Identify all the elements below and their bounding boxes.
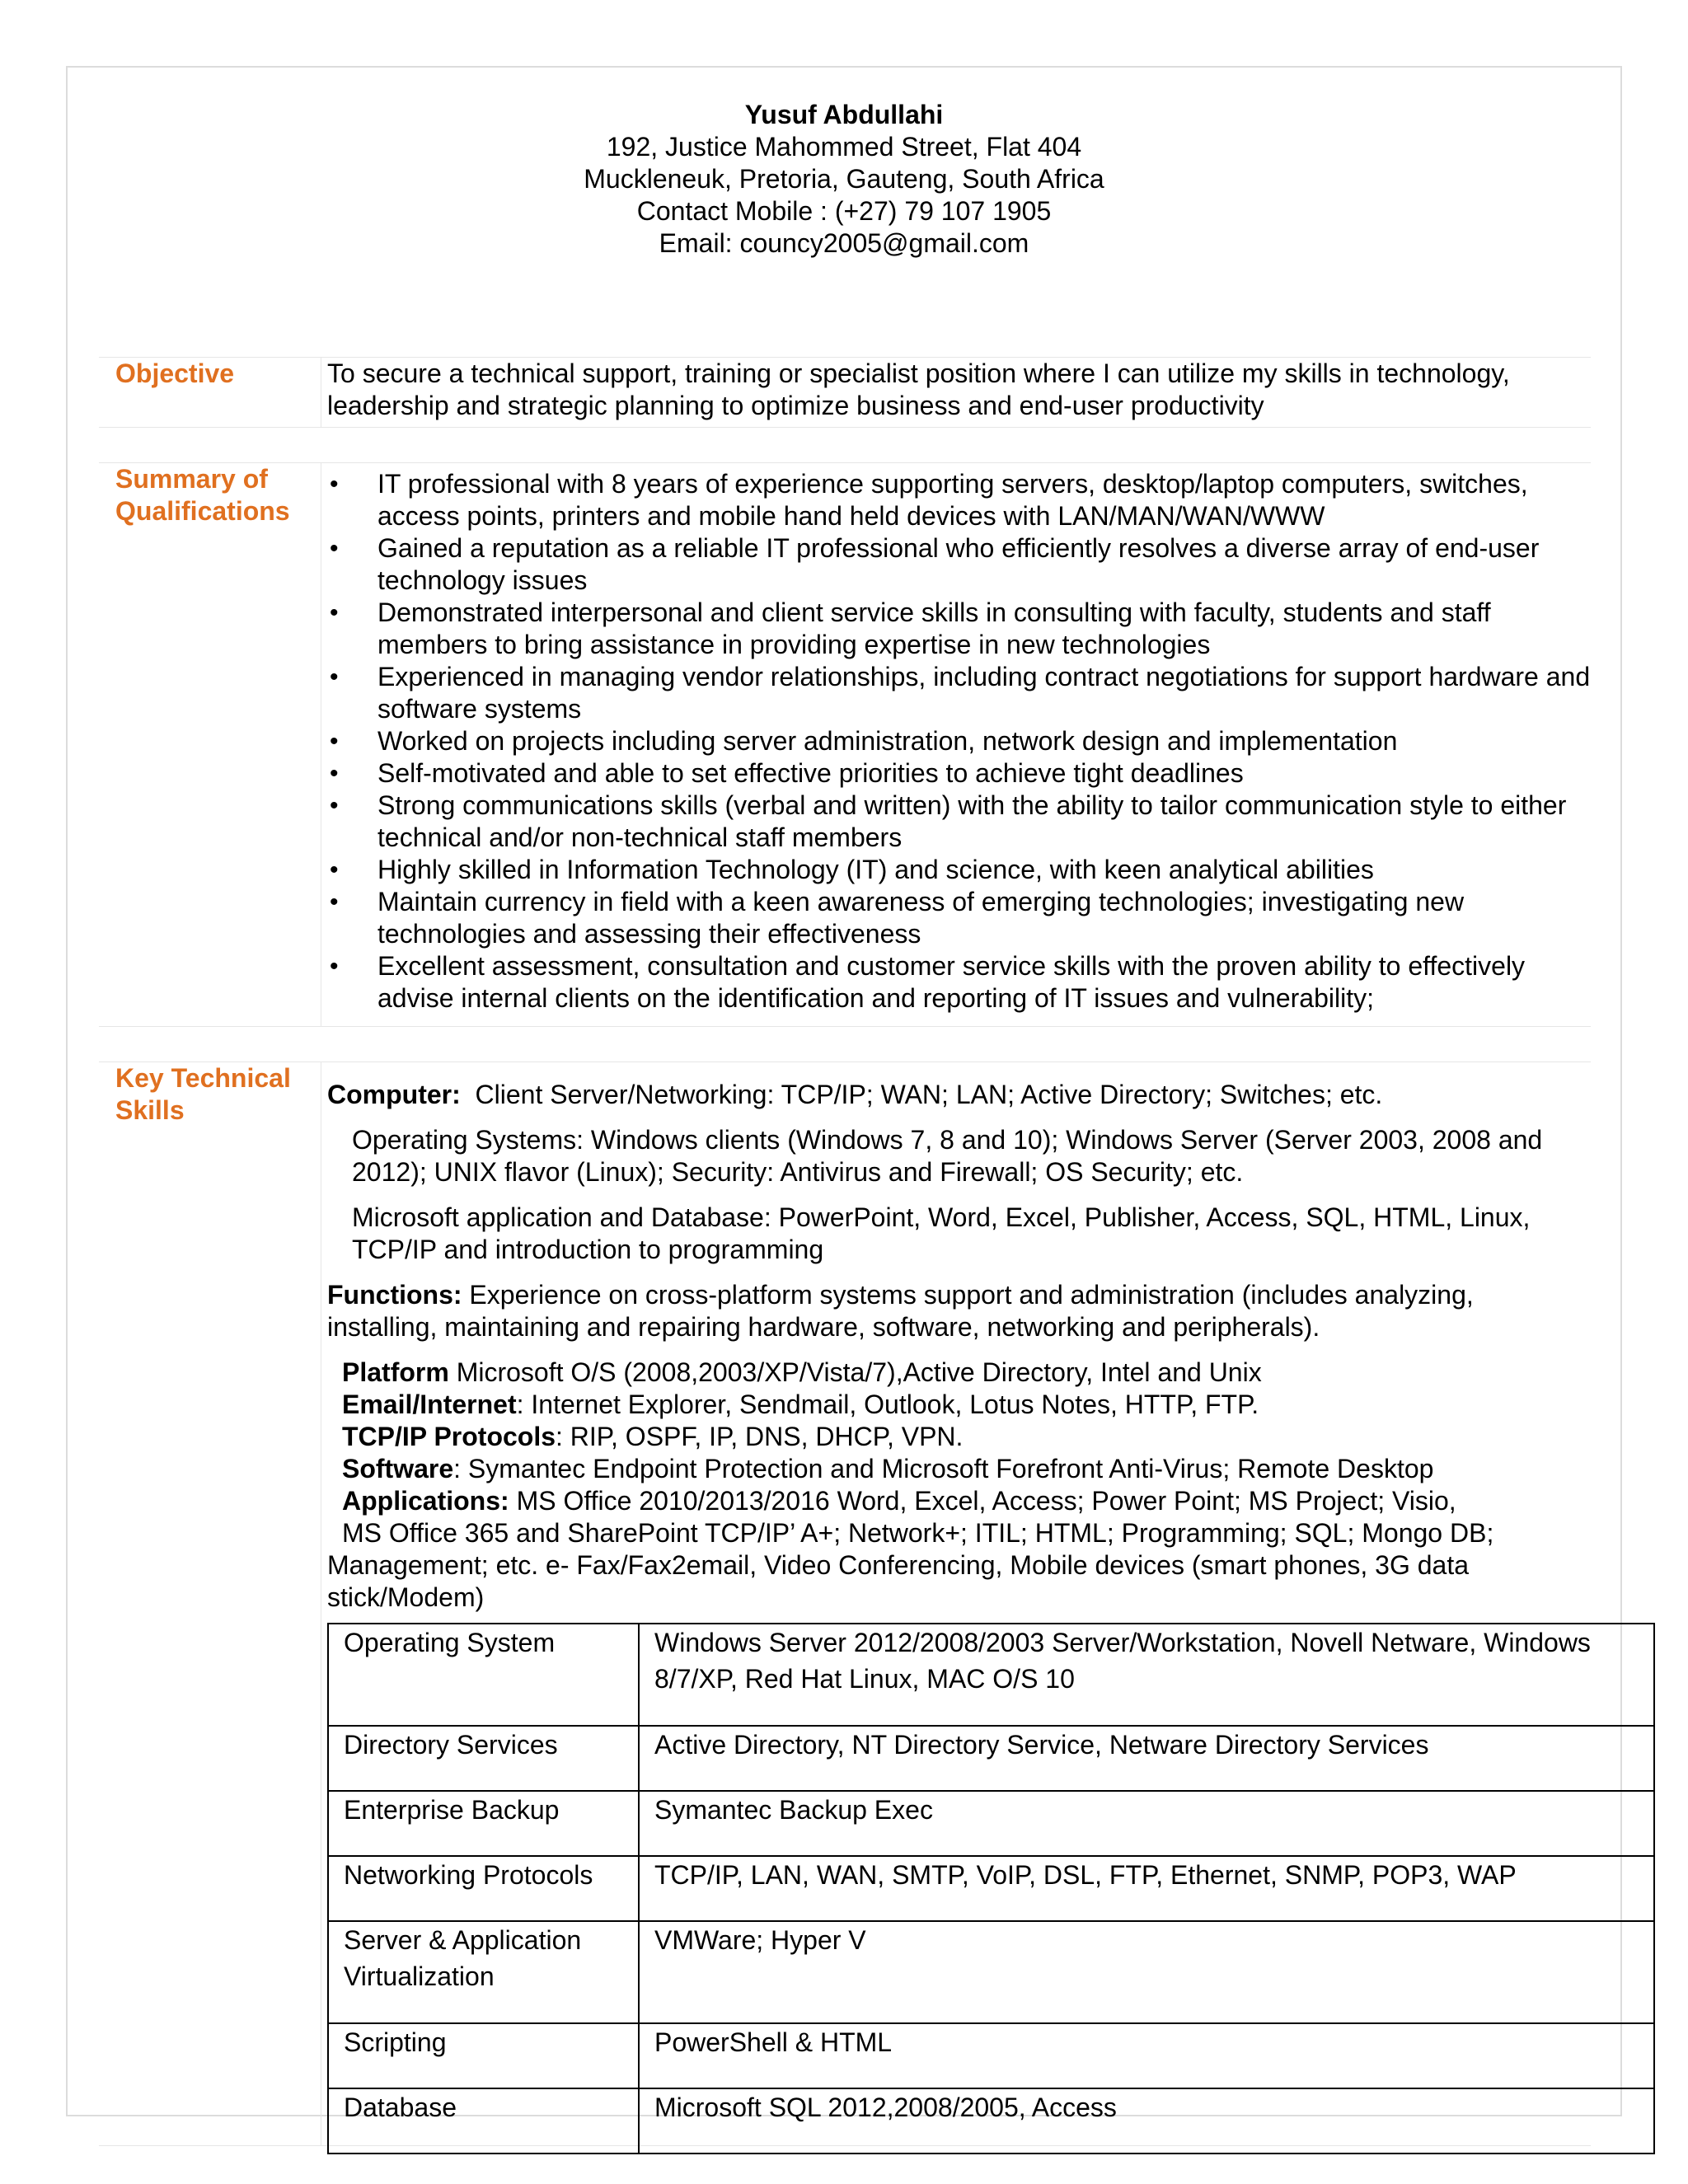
ms-text: Microsoft application and Database: PowerPoint, Word, Excel, Publisher, Access, SQL, HTML, Linux, TCP/IP and introduction to programming bbox=[352, 1202, 1531, 1264]
platform-text: Microsoft O/S (2008,2003/XP/Vista/7),Active Directory, Intel and Unix bbox=[456, 1357, 1262, 1387]
software-label: Software bbox=[342, 1454, 454, 1483]
skills-table bbox=[327, 1623, 1655, 2154]
functions-label: Functions: bbox=[327, 1280, 462, 1310]
phone: Contact Mobile : (+27) 79 107 1905 bbox=[636, 196, 1052, 226]
skills-label: Key Technical Skills bbox=[99, 1062, 321, 2145]
table-value: Windows Server 2012/2008/2003 Server/Workstation, Novell Netware, Windows 8/7/XP, Red Hat Linux, MAC O/S 10 bbox=[639, 1624, 1654, 1726]
email-internet-text: : Internet Explorer, Sendmail, Outlook, Lotus Notes, HTTP, FTP. bbox=[516, 1390, 1259, 1419]
resume-page bbox=[66, 66, 1622, 2122]
email: Email: councy2005@gmail.com bbox=[659, 228, 1029, 258]
tcp-text: : RIP, OSPF, IP, DNS, DHCP, VPN. bbox=[556, 1422, 964, 1451]
table-row bbox=[328, 2023, 1654, 2088]
table-row bbox=[328, 1856, 1654, 1921]
summary-section bbox=[99, 462, 1591, 1027]
table-key: Server & Application Virtualization bbox=[328, 1921, 639, 2023]
list-item: • Excellent assessment, consultation and customer service skills with the proven ability to effectively advise internal clients on the identification and reporting of IT issues and vulnerability; bbox=[327, 950, 1591, 1015]
summary-label: Summary of Qualifications bbox=[99, 463, 321, 1026]
table-value: PowerShell & HTML bbox=[639, 2023, 1654, 2088]
applications-text-3: Management; etc. e- Fax/Fax2email, Video Conferencing, Mobile devices (smart phones, 3G data stick/Modem) bbox=[327, 1550, 1469, 1612]
table-key: Database bbox=[328, 2088, 639, 2154]
candidate-name: Yusuf Abdullahi bbox=[744, 100, 944, 129]
applications-text-2: MS Office 365 and SharePoint TCP/IP’ A+; Network+; ITIL; HTML; Programming; SQL; Mongo DB; bbox=[342, 1518, 1494, 1548]
address-line-2: Muckleneuk, Pretoria, Gauteng, South Africa bbox=[584, 164, 1104, 194]
applications-label: Applications: bbox=[342, 1486, 509, 1516]
list-item: • Self-motivated and able to set effective priorities to achieve tight deadlines bbox=[327, 757, 1591, 790]
address-line-1: 192, Justice Mahommed Street, Flat 404 bbox=[606, 132, 1082, 162]
table-row bbox=[328, 2088, 1654, 2154]
list-item: • Demonstrated interpersonal and client service skills in consulting with faculty, students and staff members to bring assistance in providing expertise in new technologies bbox=[327, 597, 1591, 661]
table-row bbox=[328, 1921, 1654, 2023]
table-key: Directory Services bbox=[328, 1726, 639, 1791]
list-item: • Gained a reputation as a reliable IT professional who efficiently resolves a diverse array of end-user technology issues bbox=[327, 532, 1591, 597]
table-value: VMWare; Hyper V bbox=[639, 1921, 1654, 2023]
applications-text-1: MS Office 2010/2013/2016 Word, Excel, Access; Power Point; MS Project; Visio, bbox=[516, 1486, 1456, 1516]
computer-text: Client Server/Networking: TCP/IP; WAN; LAN; Active Directory; Switches; etc. bbox=[475, 1080, 1383, 1109]
table-value: Symantec Backup Exec bbox=[639, 1791, 1654, 1856]
list-item: • Worked on projects including server administration, network design and implementation bbox=[327, 725, 1591, 757]
tcp-label: TCP/IP Protocols bbox=[342, 1422, 556, 1451]
skills-section bbox=[99, 1062, 1591, 2146]
functions-text: Experience on cross-platform systems support and administration (includes analyzing, installing, maintaining and repairing hardware, software, networking and peripherals). bbox=[327, 1280, 1474, 1342]
objective-section bbox=[99, 357, 1591, 428]
list-item: • IT professional with 8 years of experience supporting servers, desktop/laptop computers, switches, access points, printers and mobile hand held devices with LAN/MAN/WAN/WWW bbox=[327, 468, 1591, 532]
software-text: : Symantec Endpoint Protection and Microsoft Forefront Anti-Virus; Remote Desktop bbox=[453, 1454, 1434, 1483]
objective-label: Objective bbox=[99, 358, 321, 427]
computer-label: Computer: bbox=[327, 1080, 461, 1109]
list-item: • Strong communications skills (verbal and written) with the ability to tailor communication style to either technical and/or non-technical staff members bbox=[327, 790, 1591, 854]
table-value: Active Directory, NT Directory Service, Netware Directory Services bbox=[639, 1726, 1654, 1791]
table-key: Scripting bbox=[328, 2023, 639, 2088]
list-item: • Maintain currency in field with a keen awareness of emerging technologies; investigating new technologies and assessing their effectiveness bbox=[327, 886, 1591, 950]
table-key: Operating System bbox=[328, 1624, 639, 1726]
table-row bbox=[328, 1726, 1654, 1791]
os-text: Operating Systems: Windows clients (Windows 7, 8 and 10); Windows Server (Server 2003, 2008 and 2012); UNIX flavor (Linux); Security: Antivirus and Firewall; OS Security; etc. bbox=[352, 1125, 1543, 1187]
list-item: • Experienced in managing vendor relationships, including contract negotiations for support hardware and software systems bbox=[327, 661, 1591, 725]
contact-header bbox=[68, 99, 1620, 260]
table-key: Enterprise Backup bbox=[328, 1791, 639, 1856]
list-item: • Highly skilled in Information Technology (IT) and science, with keen analytical abilities bbox=[327, 854, 1591, 886]
table-value: TCP/IP, LAN, WAN, SMTP, VoIP, DSL, FTP, Ethernet, SNMP, POP3, WAP bbox=[639, 1856, 1654, 1921]
objective-text: To secure a technical support, training or specialist position where I can utilize my skills in technology, leadership and strategic planning to optimize business and end-user productivity bbox=[327, 359, 1510, 420]
summary-list bbox=[327, 468, 1591, 1015]
table-row bbox=[328, 1791, 1654, 1856]
platform-label: Platform bbox=[342, 1357, 449, 1387]
table-row bbox=[328, 1624, 1654, 1726]
email-internet-label: Email/Internet bbox=[342, 1390, 517, 1419]
table-value: Microsoft SQL 2012,2008/2005, Access bbox=[639, 2088, 1654, 2154]
table-key: Networking Protocols bbox=[328, 1856, 639, 1921]
